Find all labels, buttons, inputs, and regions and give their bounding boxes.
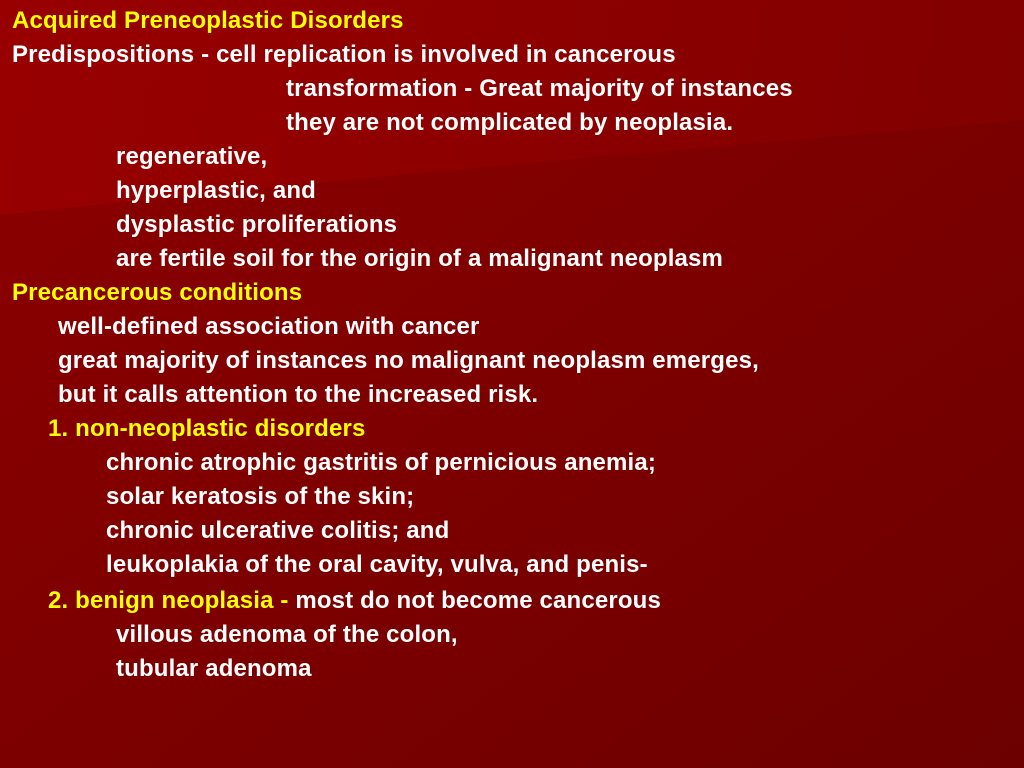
benign-item: tubular adenoma bbox=[116, 655, 312, 682]
non-neoplastic-item: chronic atrophic gastritis of pernicious anemia; bbox=[106, 449, 656, 476]
precancerous-line: great majority of instances no malignant neoplasm emerges, bbox=[58, 347, 759, 374]
benign-line bbox=[48, 584, 661, 618]
benign-heading: 2. benign neoplasia - bbox=[48, 587, 289, 614]
non-neoplastic-item: leukoplakia of the oral cavity, vulva, and penis- bbox=[106, 551, 648, 578]
non-neoplastic-item: solar keratosis of the skin; bbox=[106, 483, 415, 510]
non-neoplastic-item: chronic ulcerative colitis; and bbox=[106, 517, 450, 544]
predisposition-line-1: Predispositions - cell replication is involved in cancerous bbox=[12, 41, 676, 68]
predisposition-item: dysplastic proliferations bbox=[116, 211, 398, 238]
predisposition-line-2: transformation - Great majority of instances bbox=[286, 75, 793, 102]
slide-title: Acquired Preneoplastic Disorders bbox=[12, 7, 404, 34]
non-neoplastic-heading: 1. non-neoplastic disorders bbox=[48, 415, 366, 442]
precancerous-line: well-defined association with cancer bbox=[58, 313, 480, 340]
benign-item: villous adenoma of the colon, bbox=[116, 621, 458, 648]
benign-note: most do not become cancerous bbox=[288, 587, 661, 614]
predisposition-item: hyperplastic, and bbox=[116, 177, 316, 204]
precancerous-line: but it calls attention to the increased risk. bbox=[58, 381, 539, 408]
predisposition-item: regenerative, bbox=[116, 143, 268, 170]
predisposition-item: are fertile soil for the origin of a malignant neoplasm bbox=[116, 245, 724, 272]
precancerous-heading: Precancerous conditions bbox=[12, 279, 303, 306]
predisposition-line-3: they are not complicated by neoplasia. bbox=[286, 109, 734, 136]
